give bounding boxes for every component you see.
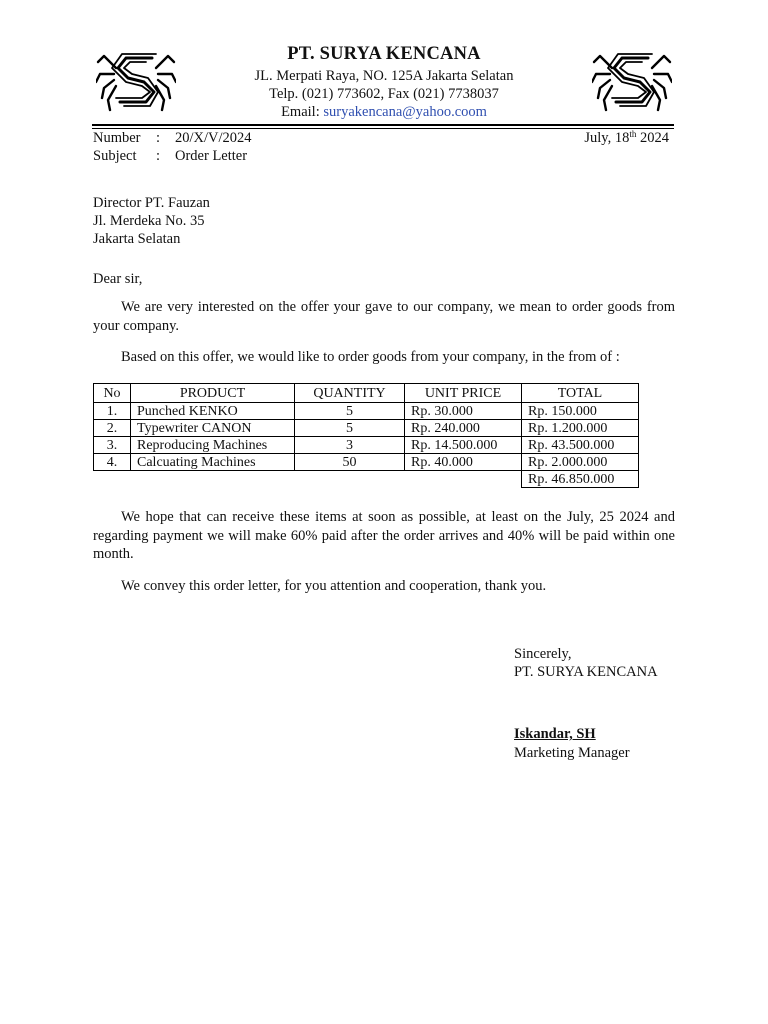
date-year: 2024 <box>636 130 669 146</box>
cell-product: Punched KENKO <box>131 403 295 420</box>
closing-sincerely: Sincerely, <box>514 646 572 662</box>
table-row <box>94 403 639 420</box>
company-address: JL. Merpati Raya, NO. 125A Jakarta Selatan <box>254 68 514 84</box>
company-name: PT. SURYA KENCANA <box>287 44 481 64</box>
subject-label: Subject <box>93 148 137 164</box>
date-prefix: July, 18 <box>584 130 630 146</box>
cell-quantity: 50 <box>295 454 405 471</box>
number-value: 20/X/V/2024 <box>175 130 252 146</box>
cell-no: 1. <box>94 403 131 420</box>
cell-product: Reproducing Machines <box>131 437 295 454</box>
table-header-row <box>94 384 639 403</box>
header-product: PRODUCT <box>131 384 295 403</box>
table-row <box>94 454 639 471</box>
signer-title: Marketing Manager <box>514 745 630 761</box>
cell-unit-price: Rp. 30.000 <box>405 403 522 420</box>
cell-unit-price: Rp. 14.500.000 <box>405 437 522 454</box>
email-label: Email: <box>281 104 324 120</box>
body-paragraph-1: We are very interested on the offer your gave to our company, we mean to order goods from your company. <box>93 299 675 334</box>
number-label: Number <box>93 130 141 146</box>
cell-no: 3. <box>94 437 131 454</box>
letterhead-divider-thin <box>92 128 674 129</box>
table-row <box>94 437 639 454</box>
date-ordinal: th <box>629 129 637 139</box>
signer-name: Iskandar, SH <box>514 726 596 742</box>
subject-colon: : <box>156 148 161 164</box>
header-total: TOTAL <box>522 384 639 403</box>
cell-no: 2. <box>94 420 131 437</box>
body-paragraph-4: We convey this order letter, for you attention and cooperation, thank you. <box>121 578 547 594</box>
cell-no: 4. <box>94 454 131 471</box>
cell-product: Calcuating Machines <box>131 454 295 471</box>
grand-total: Rp. 46.850.000 <box>522 471 639 488</box>
recipient-street: Jl. Merdeka No. 35 <box>93 213 205 229</box>
cell-total: Rp. 1.200.000 <box>522 420 639 437</box>
closing-company: PT. SURYA KENCANA <box>514 664 658 680</box>
email-link[interactable]: suryakencana@yahoo.coom <box>323 104 487 120</box>
cell-quantity: 5 <box>295 403 405 420</box>
company-email-line <box>0 104 768 121</box>
table-row <box>94 420 639 437</box>
letter-date <box>584 130 669 147</box>
company-phone-fax: Telp. (021) 773602, Fax (021) 7738037 <box>269 86 499 102</box>
recipient-city: Jakarta Selatan <box>93 231 181 247</box>
header-no: No <box>94 384 131 403</box>
cell-total: Rp. 150.000 <box>522 403 639 420</box>
body-paragraph-3: We hope that can receive these items at soon as possible, at least on the July, 25 2024 and regarding payment we will make 60% paid after the order arrives and 40% will be paid within one month. <box>93 509 675 562</box>
header-quantity: QUANTITY <box>295 384 405 403</box>
cell-product: Typewriter CANON <box>131 420 295 437</box>
order-table <box>93 383 639 488</box>
header-unit-price: UNIT PRICE <box>405 384 522 403</box>
body-paragraph-2: Based on this offer, we would like to order goods from your company, in the from of : <box>121 349 620 365</box>
cell-unit-price: Rp. 240.000 <box>405 420 522 437</box>
cell-quantity: 3 <box>295 437 405 454</box>
number-colon: : <box>156 130 161 146</box>
cell-total: Rp. 2.000.000 <box>522 454 639 471</box>
cell-quantity: 5 <box>295 420 405 437</box>
grand-total-row <box>94 471 639 488</box>
subject-value: Order Letter <box>175 148 248 164</box>
recipient-name: Director PT. Fauzan <box>93 195 210 211</box>
letterhead-divider <box>92 124 674 126</box>
cell-unit-price: Rp. 40.000 <box>405 454 522 471</box>
salutation: Dear sir, <box>93 271 143 287</box>
cell-total: Rp. 43.500.000 <box>522 437 639 454</box>
